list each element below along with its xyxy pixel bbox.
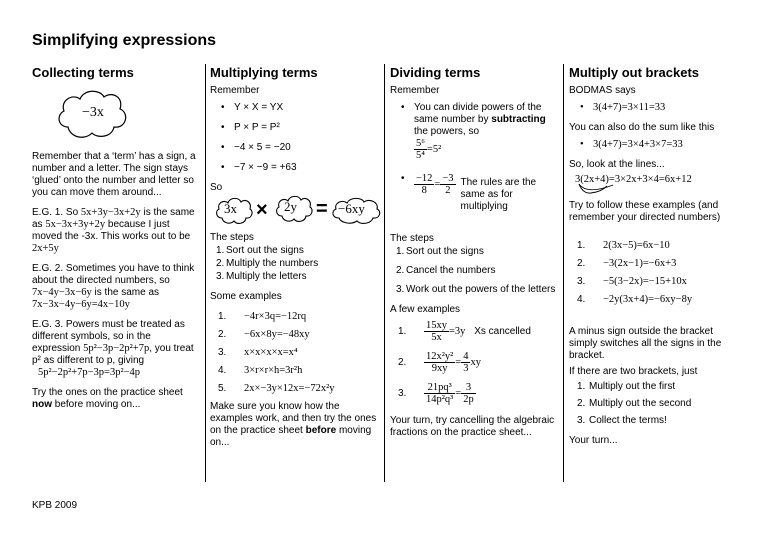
fraction: • $\frac{-12}{8}$ [416, 173, 433, 196]
cloud-equation [210, 196, 380, 228]
list-item: • You can divide powers of the same number by subtracting the powers, so $\frac{\text{5⁶}}{\text{5⁴}}$ =5² [390, 102, 558, 161]
list-item: 3. Collect the terms! [577, 415, 667, 426]
rules-list [210, 102, 380, 174]
section-heading: Multiplying terms [210, 65, 318, 80]
example-1: E.G. 1. So 5x+3y−3x+2y is the same as 5x−3x+3y+2y because I just moved the -3x. This works out to be 2x+5y [32, 207, 195, 254]
steps-list [569, 381, 741, 427]
also-text: You can also do the sum like this [569, 122, 715, 133]
examples-list [569, 240, 741, 306]
list-item: • 3(4+7)=3×4+3×7=33 [569, 139, 741, 151]
fraction: $\frac{\text{5⁶}}{\text{5⁴}}$ [416, 138, 425, 161]
list-item: 1. $\frac{15xy}{5x}$ =3y Xs cancelled [398, 320, 531, 343]
bracket-diagram [569, 174, 741, 196]
outro-text: Make sure you know how the examples work, and then try the ones on the practice sheet before moving on... [210, 401, 377, 448]
footer-credit: KPB 2009 [32, 500, 78, 511]
list-item: 3. $\frac{\text{21pq³}}{\text{14p²q³}}$ = $\frac{3}{2p}$ [398, 382, 474, 405]
cloud-diagram [32, 85, 200, 151]
section-heading: Dividing terms [390, 65, 481, 80]
bracket-expansion: 3(2x+4)=3×2x+3×4=6x+12 [575, 174, 692, 185]
minus-note: A minus sign outside the bracket simply switches all the signs in the bracket. [569, 326, 722, 361]
list-item: 2. Cancel the numbers [396, 265, 496, 276]
list-item: 1. Sort out the signs [216, 245, 304, 256]
cloud-text: −6xy [338, 201, 365, 216]
list-item: • P × P = P² [210, 122, 380, 134]
section-heading: Multiply out brackets [569, 65, 700, 80]
list-item: 3. Work out the powers of the letters [396, 284, 556, 295]
list-item: • −7 × −9 = +63 [210, 162, 380, 174]
list-item: 3. Multiply the letters [216, 271, 307, 282]
list-item: 4. −2y(3x+4)=−6xy−8y [577, 294, 693, 305]
examples-label: A few examples [390, 304, 461, 315]
equals-sign: = [316, 198, 328, 220]
cloud-text: −3x [82, 105, 104, 120]
list-item: • 3(4+7)=3×11=33 [569, 102, 741, 114]
outro-text: Try the ones on the practice sheet now before moving on... [32, 387, 183, 410]
remember-label: Remember [390, 85, 440, 96]
steps-label: The steps [210, 232, 254, 243]
intro-text: Remember that a ‘term’ has a sign, a number and a letter. The sign stays ‘glued’ onto the number and letter so you can move them around... [32, 151, 196, 198]
cloud-text: 3x [224, 201, 237, 216]
rules-list [390, 102, 558, 213]
list-item: 1. −4r×3q=−12rq [218, 311, 307, 322]
remember-label: Remember [210, 85, 260, 96]
example-2: E.G. 2. Sometimes you have to think about the directed numbers, so 7x−4y−3x−6y is the same as 7x−3x−4y−6y=4x−10y [32, 263, 195, 310]
list-item: 3. −5(3−2x)=−15+10x [577, 276, 687, 287]
times-sign: × [256, 199, 268, 221]
cloud-text: 2y [284, 199, 297, 214]
bodmas-label: BODMAS says [569, 85, 636, 96]
column-divider [205, 64, 206, 482]
rules-list [569, 102, 741, 114]
examples-label: Some examples [210, 291, 282, 302]
outro-text: Your turn, try cancelling the algebraic fractions on the practice sheet... [390, 415, 555, 438]
list-item: • $\frac{-12}{8}$ = $\frac{-3}{2}$ The rules are the same as for multiplying [390, 173, 558, 213]
column-divider [563, 64, 564, 482]
so-label: So [210, 182, 223, 193]
multiplying-terms-section [210, 64, 380, 457]
two-brackets-text: If there are two brackets, just [569, 366, 698, 377]
examples-list [210, 311, 380, 395]
dividing-terms-section [390, 64, 558, 447]
list-item: 5. 2x×−3y×12x=−72x²y [218, 383, 335, 394]
list-item: 4. 3×r×r×h=3r²h [218, 365, 303, 376]
steps-list [210, 245, 380, 283]
steps-list [390, 246, 558, 296]
look-text: So, look at the lines... [569, 159, 665, 170]
list-item: • −4 × 5 = −20 [210, 142, 380, 154]
list-item: 3. x×x×x×x=x⁴ [218, 347, 298, 358]
list-item: 2. −6x×8y=−48xy [218, 329, 310, 340]
list-item: • Y × X = YX [210, 102, 380, 114]
brackets-section [569, 64, 741, 455]
fraction: $\frac{-3}{2}$ [442, 173, 454, 196]
your-turn-text: Your turn... [569, 435, 618, 446]
collecting-terms-section [32, 64, 200, 419]
page-title: Simplifying expressions [32, 32, 217, 49]
arrow-arc-icon [577, 182, 617, 196]
example-3: E.G. 3. Powers must be treated as different symbols, so in the expression 5p²−3p−2p²+7p, you treat p² as different to p, giving 5p²−2p²+7p−3p=3p²−4p [32, 319, 194, 378]
steps-label: The steps [390, 233, 434, 244]
list-item: 1. Sort out the signs [396, 246, 484, 257]
list-item: 1. Multiply out the first [577, 381, 676, 392]
try-text: Try to follow these examples (and remember your directed numbers) [569, 200, 721, 223]
section-heading: Collecting terms [32, 65, 134, 80]
list-item: 2. Multiply out the second [577, 398, 692, 409]
rules-list [569, 139, 741, 151]
list-item: 1. 2(3x−5)=6x−10 [577, 240, 670, 251]
list-item: 2. $\frac{\text{12x²y²}}{9xy}$ = $\frac{4}{3}$ xy [398, 351, 481, 374]
column-divider [384, 64, 385, 482]
list-item: 2. −3(2x−1)=−6x+3 [577, 258, 677, 269]
list-item: 2. Multiply the numbers [216, 258, 319, 269]
examples-list [390, 320, 558, 405]
